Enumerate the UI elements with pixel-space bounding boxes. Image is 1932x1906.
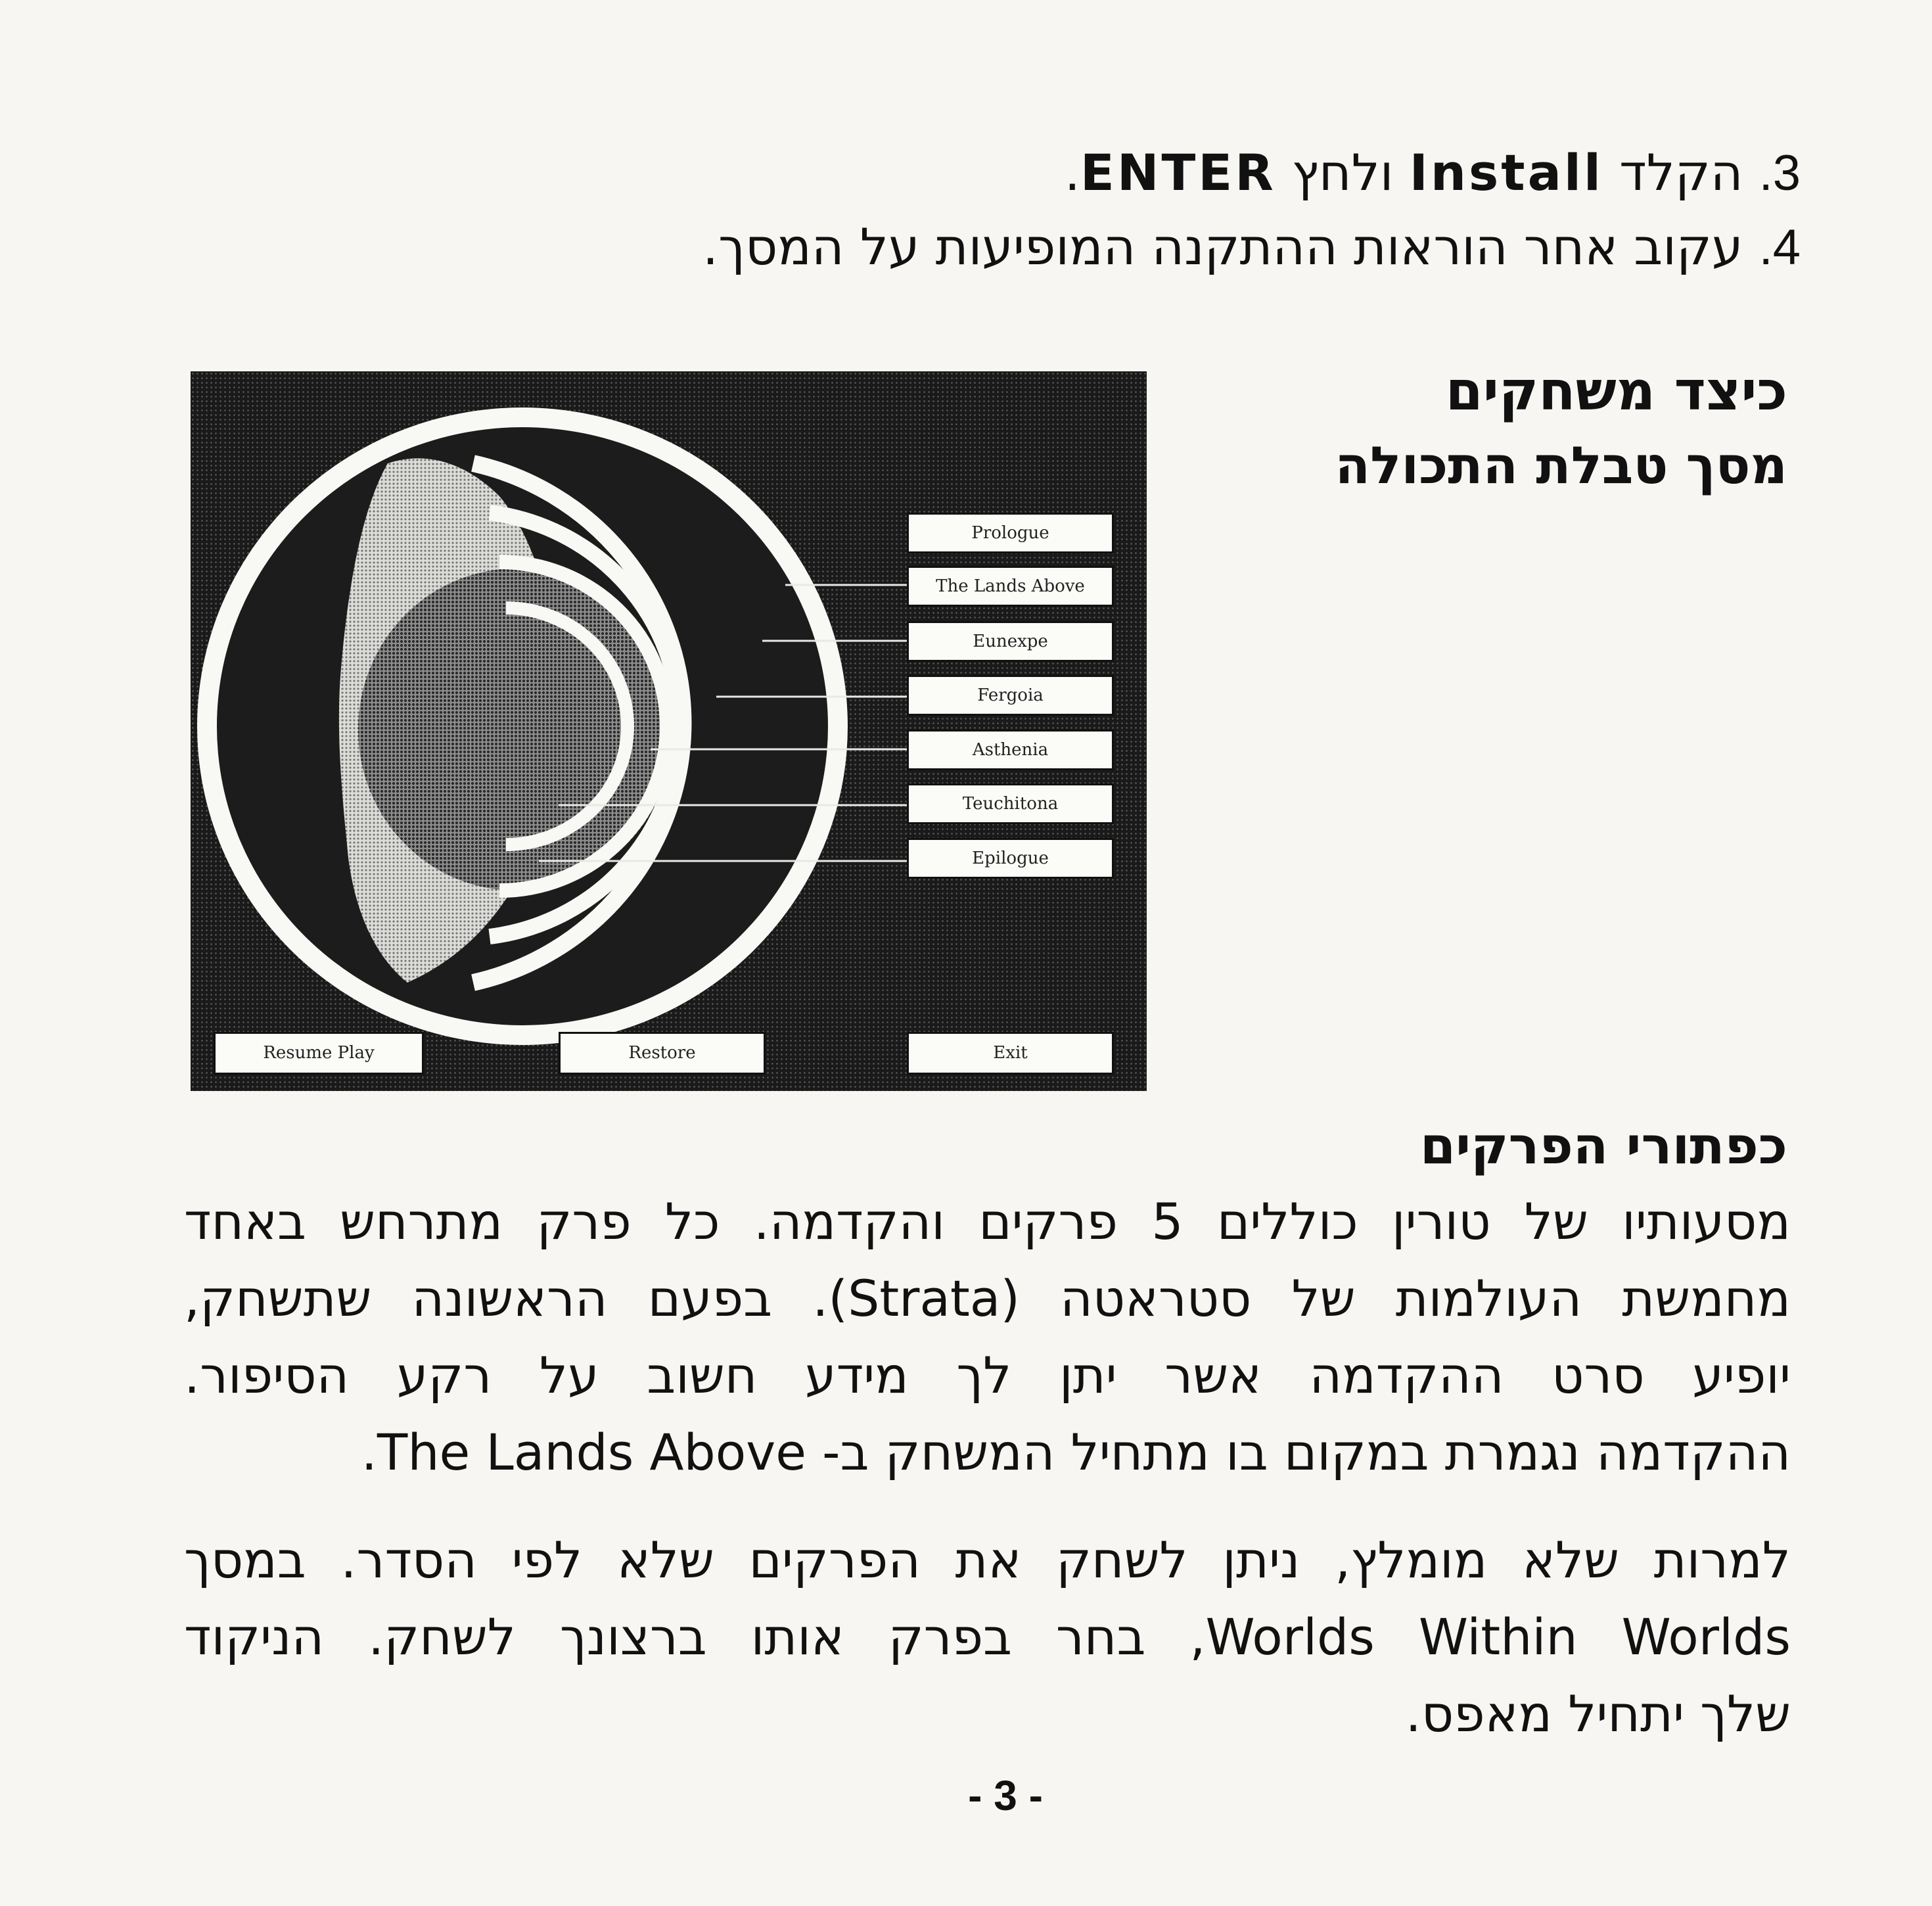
step-number: 4. <box>1759 220 1801 275</box>
chapter-button-teuchitona[interactable]: Teuchitona <box>907 783 1114 824</box>
section-title: כיצד משחקים <box>1445 360 1787 423</box>
paragraph-line: למרות שלא מומלץ, ניתן לשחק את הפרקים שלא לפי הסדר. במסך <box>184 1531 1791 1589</box>
restore-button[interactable]: Restore <box>559 1032 766 1075</box>
chapter-button-epilogue[interactable]: Epilogue <box>907 838 1114 879</box>
paragraph-line: מסעותיו של טורין כוללים 5 פרקים והקדמה. כל פרק מתרחש באחד <box>184 1192 1791 1251</box>
chapter-button-asthenia[interactable]: Asthenia <box>907 730 1114 770</box>
chapter-buttons-heading: כפתורי הפרקים <box>1419 1117 1787 1176</box>
contents-screen-screenshot <box>191 371 1147 1091</box>
chapter-button-prologue[interactable]: Prologue <box>907 513 1114 553</box>
paragraph-line: שלך יתחיל מאפס. <box>1405 1685 1791 1743</box>
paragraph-line: ההקדמה נגמרת במקום בו מתחיל המשחק ב- The Lands Above. <box>361 1423 1791 1481</box>
chapters-paragraph <box>184 1183 1791 1491</box>
step-text: עקוב אחר הוראות ההתקנה המופיעות על המסך. <box>702 218 1743 276</box>
section-subtitle: מסך טבלת התכולה <box>1335 436 1787 496</box>
paragraph-line: מחמשת העולמות של סטראטה (Strata). בפעם הראשונה שתשחק, <box>184 1269 1791 1328</box>
step-text: ולחץ <box>1291 143 1394 202</box>
paragraph-line: יופיע סרט ההקדמה אשר יתן לך מידע חשוב על רקע הסיפור. <box>184 1346 1791 1405</box>
resume-play-button[interactable]: Resume Play <box>214 1032 424 1075</box>
install-step <box>1064 143 1801 202</box>
step-punct: . <box>1064 143 1080 202</box>
instructions-step <box>702 218 1801 276</box>
exit-button[interactable]: Exit <box>907 1032 1114 1075</box>
chapter-button-lands-above[interactable]: The Lands Above <box>907 566 1114 607</box>
order-paragraph <box>184 1522 1791 1752</box>
step-number: 3. <box>1759 145 1801 201</box>
chapter-button-fergoia[interactable]: Fergoia <box>907 675 1114 716</box>
install-keyword: Install <box>1409 143 1603 202</box>
page-number: - 3 - <box>968 1772 1043 1819</box>
enter-keyword: ENTER <box>1080 143 1276 202</box>
paragraph-line: Worlds Within Worlds, בחר בפרק אותו ברצונך לשחק. הניקוד <box>184 1608 1791 1666</box>
step-text: הקלד <box>1619 143 1743 202</box>
chapter-button-eunexpe[interactable]: Eunexpe <box>907 621 1114 662</box>
